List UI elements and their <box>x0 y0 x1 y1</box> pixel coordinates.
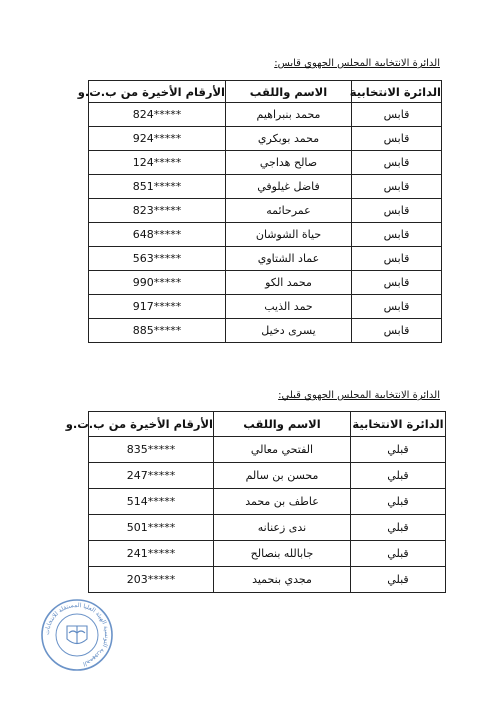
table-row <box>89 295 442 319</box>
name-cell: عمرحائمه <box>226 199 352 223</box>
district-cell: قابس <box>352 223 442 247</box>
name-cell: حياة الشوشان <box>226 223 352 247</box>
table-row <box>89 247 442 271</box>
id-digits-cell: 885***** <box>89 319 226 343</box>
seal-text: الجمهورية التونسية الهيئة العليا المستقلة للانتخابات <box>43 601 111 668</box>
column-header-name: الاسم واللقب <box>214 412 351 437</box>
district-cell: قابس <box>352 175 442 199</box>
id-digits-cell: 514***** <box>89 489 214 515</box>
heading-kebili: الدائرة الانتخابية المجلس الجهوي قبلي: <box>278 390 440 401</box>
district-cell: قبلي <box>351 567 446 593</box>
id-digits-cell: 124***** <box>89 151 226 175</box>
table-row <box>89 199 442 223</box>
name-cell: محمد الكو <box>226 271 352 295</box>
id-digits-cell: 924***** <box>89 127 226 151</box>
name-cell: حمد الذيب <box>226 295 352 319</box>
id-digits-cell: 203***** <box>89 567 214 593</box>
seal-emblem <box>67 626 87 644</box>
district-cell: قبلي <box>351 489 446 515</box>
district-cell: قبلي <box>351 515 446 541</box>
table-gabes <box>77 80 442 343</box>
district-cell: قابس <box>352 199 442 223</box>
district-cell: قابس <box>352 319 442 343</box>
official-seal-icon <box>40 598 114 672</box>
district-cell: قابس <box>352 127 442 151</box>
column-header-id-digits: الأرقام الأخيرة من ب.ت.و <box>89 81 226 103</box>
table-row <box>89 567 446 593</box>
id-digits-cell: 563***** <box>89 247 226 271</box>
district-cell: قبلي <box>351 463 446 489</box>
table-row <box>89 223 442 247</box>
id-digits-cell: 835***** <box>89 437 214 463</box>
id-digits-cell: 501***** <box>89 515 214 541</box>
table-row <box>89 437 446 463</box>
name-cell: عماد الشتاوي <box>226 247 352 271</box>
column-header-district: الدائرة الانتخابية <box>351 412 446 437</box>
column-header-district: الدائرة الانتخابية <box>352 81 442 103</box>
table-row <box>89 515 446 541</box>
table-row <box>89 127 442 151</box>
id-digits-cell: 247***** <box>89 463 214 489</box>
district-cell: قابس <box>352 103 442 127</box>
table-row <box>89 175 442 199</box>
name-cell: جابالله بنصالح <box>214 541 351 567</box>
id-digits-cell: 241***** <box>89 541 214 567</box>
column-header-id-digits: الأرقام الأخيرة من ب.ت.و <box>89 412 214 437</box>
name-cell: محمد بنبراهيم <box>226 103 352 127</box>
table-row <box>89 319 442 343</box>
heading-gabes: الدائرة الانتخابية المجلس الجهوي قابس: <box>274 58 440 69</box>
table-row <box>89 151 442 175</box>
table-row <box>89 489 446 515</box>
district-cell: قابس <box>352 271 442 295</box>
name-cell: محسن بن سالم <box>214 463 351 489</box>
id-digits-cell: 648***** <box>89 223 226 247</box>
district-cell: قابس <box>352 151 442 175</box>
id-digits-cell: 823***** <box>89 199 226 223</box>
name-cell: فاضل غيلوفي <box>226 175 352 199</box>
district-cell: قبلي <box>351 541 446 567</box>
id-digits-cell: 851***** <box>89 175 226 199</box>
table-kebili <box>65 411 446 593</box>
table-row <box>89 541 446 567</box>
id-digits-cell: 917***** <box>89 295 226 319</box>
district-cell: قابس <box>352 247 442 271</box>
id-digits-cell: 990***** <box>89 271 226 295</box>
table-header-row <box>89 81 442 103</box>
table-row <box>89 103 442 127</box>
table-header-row <box>89 412 446 437</box>
table-row <box>89 271 442 295</box>
column-header-name: الاسم واللقب <box>226 81 352 103</box>
name-cell: عاطف بن محمد <box>214 489 351 515</box>
name-cell: محمد بوبكري <box>226 127 352 151</box>
name-cell: يسرى دخيل <box>226 319 352 343</box>
district-cell: قبلي <box>351 437 446 463</box>
name-cell: الفتحي معالي <box>214 437 351 463</box>
district-cell: قابس <box>352 295 442 319</box>
id-digits-cell: 824***** <box>89 103 226 127</box>
name-cell: ندى زعنانه <box>214 515 351 541</box>
name-cell: مجدي بنحميد <box>214 567 351 593</box>
name-cell: صالح هداجي <box>226 151 352 175</box>
table-row <box>89 463 446 489</box>
